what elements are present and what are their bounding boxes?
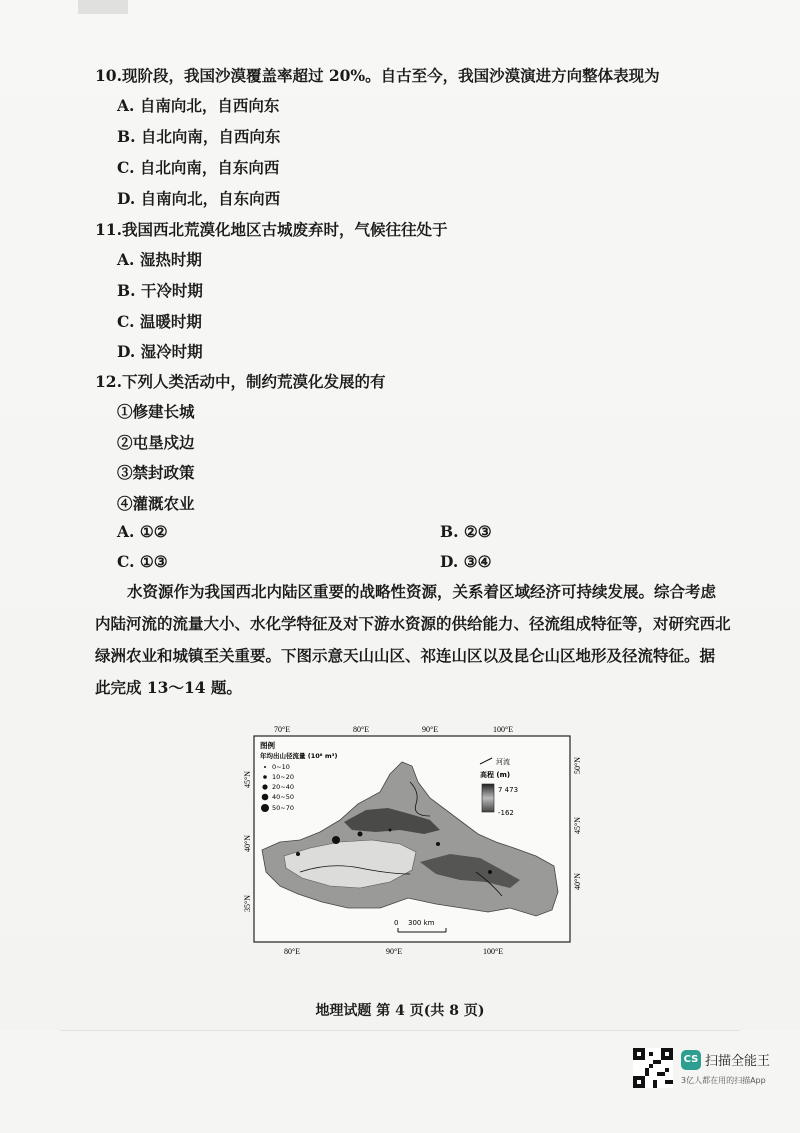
cs-logo-icon: CS xyxy=(681,1050,701,1070)
q11-option-a: A. 湿热时期 xyxy=(117,250,202,269)
runoff-circle xyxy=(389,829,392,832)
passage-line: 内陆河流的流量大小、水化学特征及对下游水资源的供给能力、径流组成特征等，对研究西北 xyxy=(95,614,731,633)
elevation-legend-title: 高程 (m) xyxy=(480,771,511,779)
scanner-app-name: 扫描全能王 xyxy=(705,1054,771,1069)
q10-option-d: D. 自南向北，自东向西 xyxy=(117,189,281,208)
runoff-circle xyxy=(332,836,340,844)
page-footer: 地理试题 第 4 页(共 8 页) xyxy=(315,1003,485,1019)
legend-item: 0~10 xyxy=(272,763,290,771)
legend-item: 40~50 xyxy=(272,793,294,801)
scanner-tagline: 3亿人都在用的扫描App xyxy=(681,1076,766,1085)
scale-zero: 0 xyxy=(394,919,399,927)
legend-circle xyxy=(263,775,267,779)
passage-line: 绿洲农业和城镇至关重要。下图示意天山山区、祁连山区以及昆仑山区地形及径流特征。据 xyxy=(95,646,716,665)
qr-code-icon xyxy=(633,1048,673,1088)
legend-item: 20~40 xyxy=(272,783,294,791)
lat-label-left: 40°N xyxy=(243,835,252,852)
passage-line: 此完成 13～14 题。 xyxy=(95,678,242,697)
lon-label-top: 70°E xyxy=(274,725,291,734)
q12-option-b: B. ②③ xyxy=(440,522,492,541)
q11-option-d: D. 湿冷时期 xyxy=(117,342,203,361)
river-legend-label: 河流 xyxy=(496,758,510,766)
question-11-title: 11.我国西北荒漠化地区古城废弃时，气候往往处于 xyxy=(95,220,448,239)
legend-circle xyxy=(262,794,269,801)
footer-divider xyxy=(60,1030,740,1031)
runoff-circle xyxy=(296,852,300,856)
legend-item: 50~70 xyxy=(272,804,294,812)
legend-circle xyxy=(261,804,269,812)
q12-option-a: A. ①② xyxy=(117,522,168,541)
lon-label-top: 100°E xyxy=(493,725,514,734)
q10-option-c: C. 自北向南，自东向西 xyxy=(117,158,280,177)
lon-label-bottom: 100°E xyxy=(483,947,504,956)
runoff-circle xyxy=(488,870,492,874)
scale-label: 300 km xyxy=(408,919,435,927)
elevation-min: -162 xyxy=(498,809,514,817)
q12-item-4: ④灌溉农业 xyxy=(117,494,195,513)
question-10-title: 10.现阶段，我国沙漠覆盖率超过 20%。自古至今，我国沙漠演进方向整体表现为 xyxy=(95,66,660,85)
legend-title: 图例 xyxy=(260,741,275,750)
legend-subtitle: 年均出山径流量 (10⁸ m³) xyxy=(260,752,338,760)
lat-label-right: 50°N xyxy=(573,757,582,774)
q11-option-b: B. 干冷时期 xyxy=(117,281,203,300)
elevation-max: 7 473 xyxy=(498,786,519,794)
scanner-watermark xyxy=(633,1048,793,1096)
q10-option-a: A. 自南向北，自西向东 xyxy=(117,96,280,115)
q10-option-b: B. 自北向南，自西向东 xyxy=(117,127,281,146)
lon-label-top: 90°E xyxy=(422,725,439,734)
lon-label-bottom: 80°E xyxy=(284,947,301,956)
runoff-circle xyxy=(436,842,440,846)
legend-circle xyxy=(262,784,267,789)
lat-label-right: 40°N xyxy=(573,873,582,890)
legend-item: 10~20 xyxy=(272,773,294,781)
q12-option-c: C. ①③ xyxy=(117,552,168,571)
question-12-title: 12.下列人类活动中，制约荒漠化发展的有 xyxy=(95,372,386,391)
terrain-runoff-map xyxy=(240,722,585,962)
scan-smudge xyxy=(78,0,128,14)
elevation-ramp xyxy=(482,784,494,812)
q12-item-3: ③禁封政策 xyxy=(117,463,195,482)
lon-label-top: 80°E xyxy=(353,725,370,734)
q12-option-d: D. ③④ xyxy=(440,552,492,571)
passage-line: 水资源作为我国西北内陆区重要的战略性资源，关系着区域经济可持续发展。综合考虑 xyxy=(127,582,717,601)
q12-item-1: ①修建长城 xyxy=(117,402,195,421)
lat-label-right: 45°N xyxy=(573,817,582,834)
q11-option-c: C. 温暖时期 xyxy=(117,312,202,331)
lat-label-left: 45°N xyxy=(243,771,252,788)
runoff-circle xyxy=(358,832,363,837)
passage xyxy=(95,576,745,704)
lon-label-bottom: 90°E xyxy=(386,947,403,956)
q12-item-2: ②屯垦戍边 xyxy=(117,433,195,452)
legend-circle xyxy=(264,766,266,768)
lat-label-left: 35°N xyxy=(243,895,252,912)
